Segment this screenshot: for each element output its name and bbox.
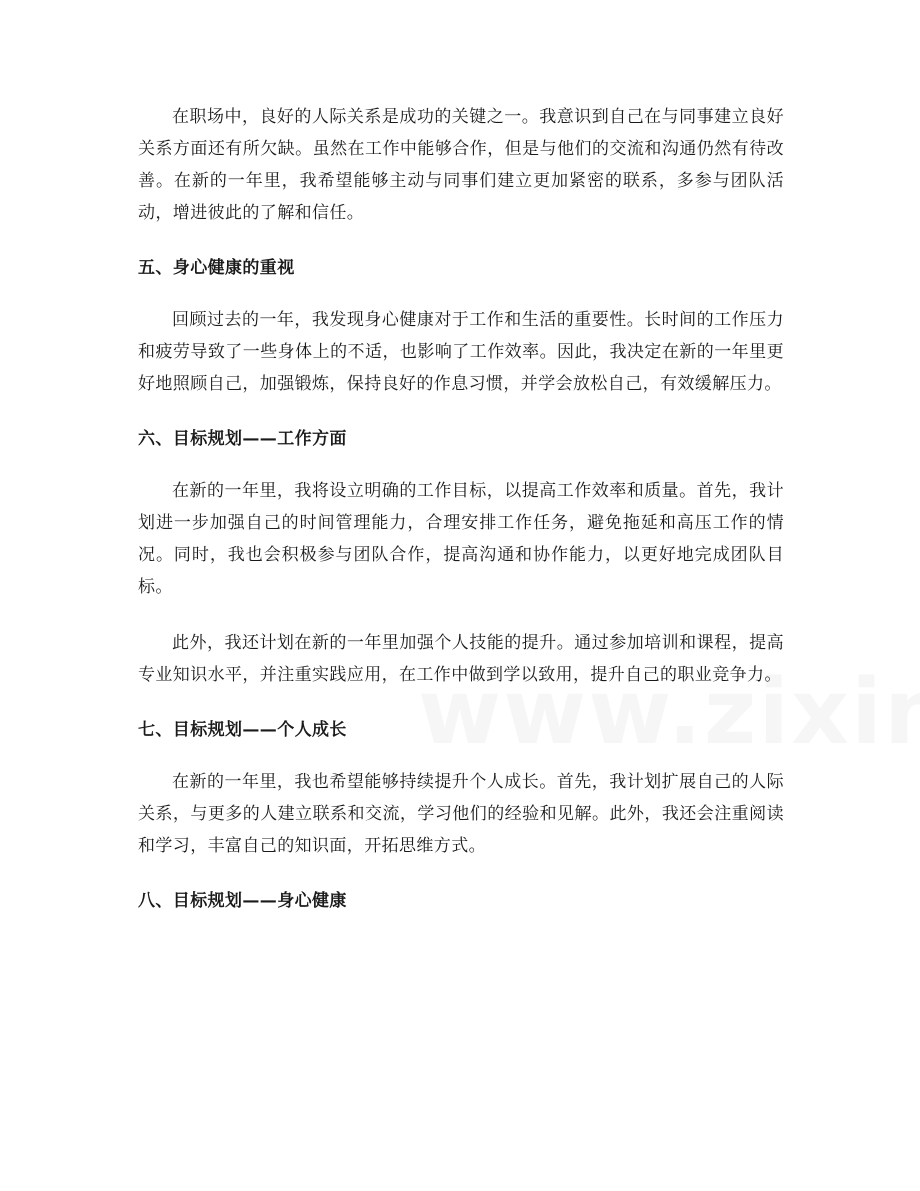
heading-section-6: 六、目标规划——工作方面 [138,429,347,449]
heading-section-7: 七、目标规划——个人成长 [138,720,347,740]
heading-section-5: 五、身心健康的重视 [138,258,295,278]
paragraph-personal-growth: 在新的一年里，我也希望能够持续提升个人成长。首先，我计划扩展自己的人际关系，与更多的人建立联系和交流，学习他们的经验和见解。此外，我还会注重阅读和学习，丰富自己的知识面，开拓思维方式。 [138,772,784,856]
document-body [138,101,784,937]
paragraph-interpersonal: 在职场中，良好的人际关系是成功的关键之一。我意识到自己在与同事建立良好关系方面还有所欠缺。虽然在工作中能够合作，但是与他们的交流和沟通仍然有待改善。在新的一年里，我希望能够主动与同事们建立更加紧密的联系，多参与团队活动，增进彼此的了解和信任。 [138,107,784,223]
paragraph-work-goals: 在新的一年里，我将设立明确的工作目标，以提高工作效率和质量。首先，我计划进一步加强自己的时间管理能力，合理安排工作任务，避免拖延和高压工作的情况。同时，我也会积极参与团队合作，提高沟通和协作能力，以更好地完成团队目标。 [138,481,784,597]
heading-section-8: 八、目标规划——身心健康 [138,891,347,911]
paragraph-skill-goals: 此外，我还计划在新的一年里加强个人技能的提升。通过参加培训和课程，提高专业知识水平，并注重实践应用，在工作中做到学以致用，提升自己的职业竞争力。 [138,633,784,685]
paragraph-health-review: 回顾过去的一年，我发现身心健康对于工作和生活的重要性。长时间的工作压力和疲劳导致了一些身体上的不适，也影响了工作效率。因此，我决定在新的一年里更好地照顾自己，加强锻炼，保持良好的作息习惯，并学会放松自己，有效缓解压力。 [138,310,784,394]
